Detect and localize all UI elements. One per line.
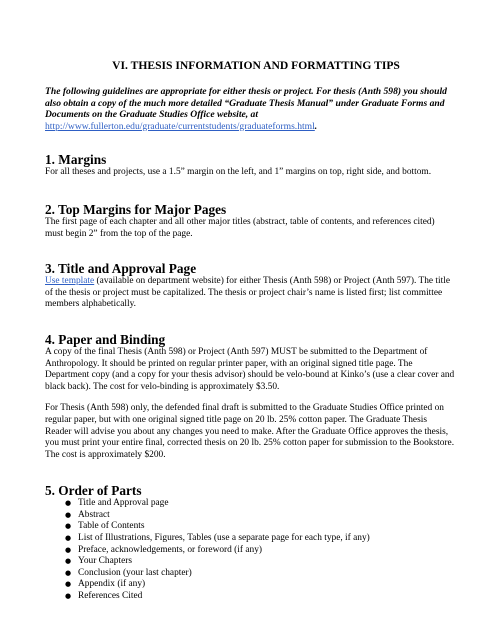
bullet-icon: ● (65, 580, 72, 589)
section-heading-margins: 1. Margins (45, 152, 107, 168)
list-item: ● Abstract (65, 509, 110, 520)
bullet-icon: ● (65, 534, 72, 543)
list-item: ● Your Chapters (65, 556, 132, 567)
list-item: ● References Cited (65, 591, 143, 602)
list-item: ● List of Illustrations, Figures, Tables (use a separate page for each type, if any) (65, 533, 370, 544)
section-text-paper-binding: A copy of the final Thesis (Anth 598) or Project (Anth 597) MUST be submitted to the Department of Anthropology. It should be printed on regular printer paper, with an original signed title page. The Department copy (and a copy for your thesis advisor) should be velo-bound at Kinko’s (use a clear cover and black back). The cost for velo-binding is approximately $3.50. (45, 346, 455, 392)
section-paper-binding (45, 332, 455, 461)
section-order-of-parts (45, 483, 455, 602)
section-text-margins: For all theses and projects, use a 1.5” margin on the left, and 1” margins on top, right side, and bottom. (45, 167, 432, 178)
graduate-forms-link[interactable]: http://www.fullerton.edu/graduate/currentstudents/graduateforms.html (45, 120, 315, 132)
section-title-approval (45, 261, 455, 311)
section-text-top-margins: The first page of each chapter and all other major titles (abstract, table of contents, and references cited) must begin 2” from the top of the page. (45, 216, 435, 239)
section-heading-paper-binding: 4. Paper and Binding (45, 331, 166, 347)
section-heading-title-approval: 3. Title and Approval Page (45, 261, 197, 277)
bullet-icon: ● (65, 568, 72, 577)
document-title: VI. THESIS INFORMATION AND FORMATTING TIPS (112, 59, 400, 72)
section-text-title-approval (45, 276, 455, 311)
intro-text: The following guidelines are appropriate for either thesis or project. For thesis (Anth 598) you should also obtain a copy of the much more detailed “Graduate Thesis Manual” under Graduate Forms and Documents on the Graduate Studies Office website, at (45, 86, 447, 121)
section-top-margins (45, 202, 455, 240)
section-margins (45, 152, 455, 179)
list-item: ● Table of Contents (65, 521, 145, 532)
list-item: ● Title and Approval page (65, 498, 169, 509)
intro-period: . (314, 120, 318, 132)
bullet-icon: ● (65, 510, 72, 519)
bullet-icon: ● (65, 545, 72, 554)
intro-paragraph (45, 86, 455, 132)
section-text-paper-binding-thesis: For Thesis (Anth 598) only, the defended final draft is submitted to the Graduate Studies Office printed on regular paper, but with one original signed title page on 20 lb. 25% cotton paper. The Graduate Thesis Reader will advise you about any changes you need to make. After the Graduate Office approves the thesis, you must print your entire final, corrected thesis on 20 lb. 25% cotton paper for submission to the Bookstore. The cost is approximately $200. (45, 403, 455, 460)
title-approval-text: (available on department website) for either Thesis (Anth 598) or Project (Anth 597). The title of the thesis or project must be capitalized. The thesis or project chair’s name is listed first; list committee members alphabetically. (45, 276, 451, 310)
section-heading-top-margins: 2. Top Margins for Major Pages (45, 201, 227, 217)
bullet-icon: ● (65, 557, 72, 566)
bullet-icon: ● (65, 499, 72, 508)
order-of-parts-list (45, 498, 455, 602)
list-item: ● Preface, acknowledgements, or foreword (if any) (65, 544, 263, 555)
bullet-icon: ● (65, 522, 72, 531)
list-item: ● Appendix (if any) (65, 579, 146, 590)
list-item: ● Conclusion (your last chapter) (65, 567, 192, 578)
document-page (45, 59, 455, 603)
bullet-icon: ● (65, 592, 72, 601)
section-heading-order-of-parts: 5. Order of Parts (45, 483, 142, 499)
use-template-link[interactable]: Use template (45, 276, 95, 287)
